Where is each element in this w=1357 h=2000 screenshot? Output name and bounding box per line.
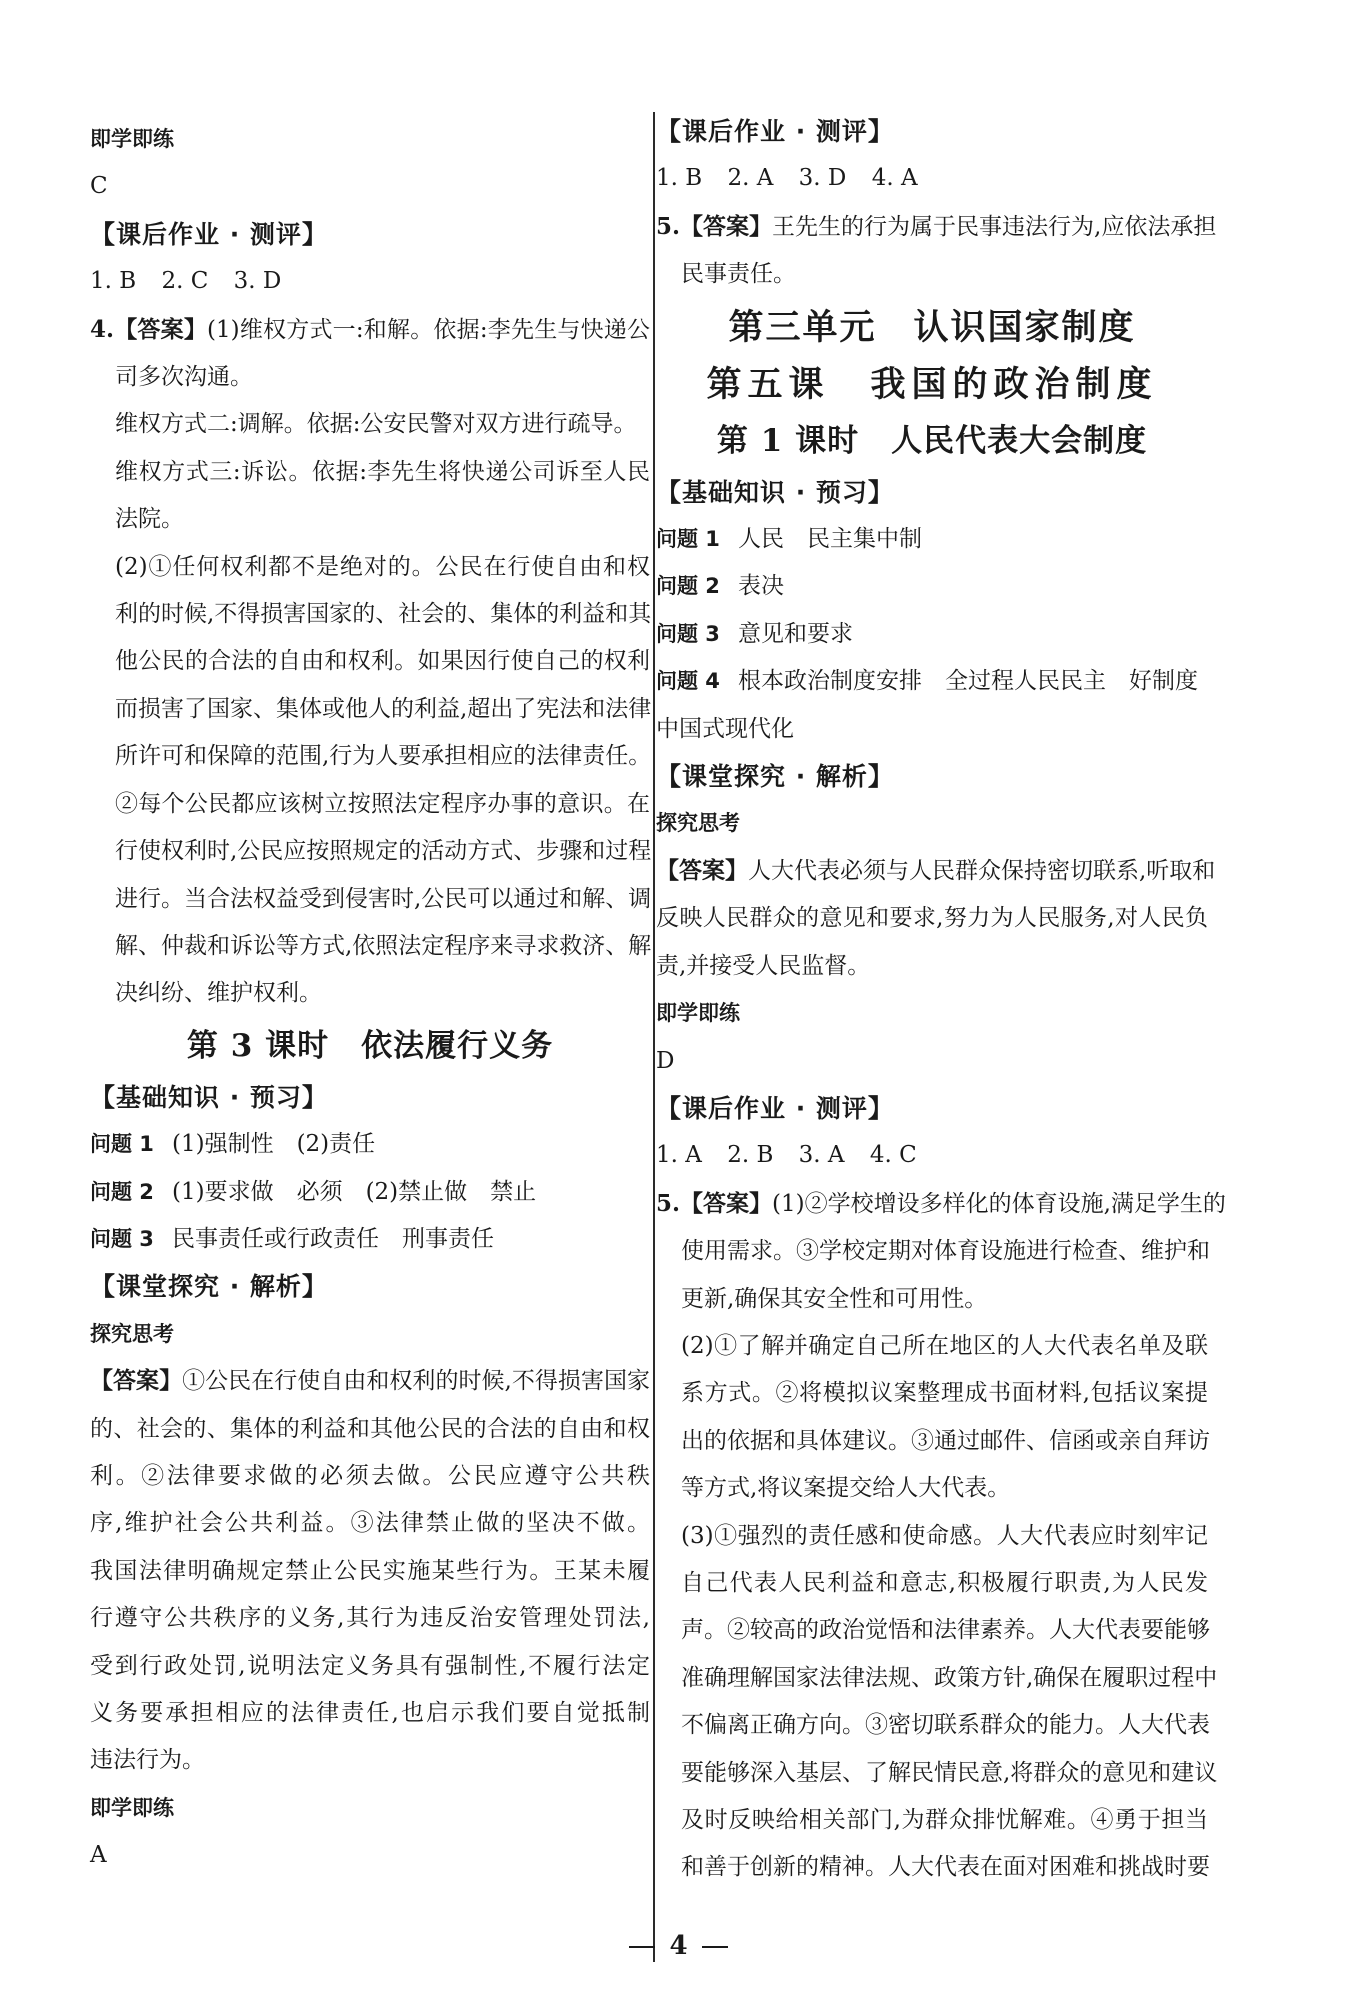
mc-answer: 2. B xyxy=(727,1142,774,1169)
answer-line: 我国法律明确规定禁止公民实施某些行为。王某未履 xyxy=(90,1557,650,1584)
answer-line: 序,维护社会公共利益。③法律禁止做的坚决不做。 xyxy=(90,1510,650,1537)
page-number-dash xyxy=(702,1946,728,1948)
section-heading-basic: 【基础知识 · 预习】 xyxy=(656,477,894,507)
column-divider xyxy=(653,112,655,1962)
question-number: 5. xyxy=(656,212,681,240)
answer: C xyxy=(90,173,108,200)
answer-line: 行使权利时,公民应按照规定的活动方式、步骤和过程 xyxy=(115,838,652,865)
answer-line: 4.【答案】(1)维权方式一:和解。依据:李先生与快递公 xyxy=(90,315,651,343)
mc-answer: 4. C xyxy=(869,1142,917,1169)
mc-answer: 2. A xyxy=(727,165,774,192)
mc-answer: 3. D xyxy=(233,268,282,295)
section-heading-homework: 【课后作业 · 测评】 xyxy=(90,219,328,249)
answer-line: 出的依据和具体建议。③通过邮件、信函或亲自拜访 xyxy=(681,1427,1210,1454)
answer-line: 不偏离正确方向。③密切联系群众的能力。人大代表 xyxy=(681,1712,1210,1739)
answer-line: (3)①强烈的责任感和使命感。人大代表应时刻牢记 xyxy=(681,1522,1208,1549)
answer-line: 义务要承担相应的法律责任,也启示我们要自觉抵制 xyxy=(90,1700,650,1726)
period-title: 第 3 课时 依法履行义务 xyxy=(186,1027,554,1064)
answer-line: 所许可和保障的范围,行为人要承担相应的法律责任。 xyxy=(115,743,652,770)
answer-line: 而损害了国家、集体或他人的利益,超出了宪法和法律 xyxy=(115,695,652,722)
mc-answers xyxy=(656,155,1208,202)
answer-line: 法院。 xyxy=(115,506,184,533)
left-column xyxy=(90,116,650,1880)
answer-line: 他公民的合法的自由和权利。如果因行使自己的权利 xyxy=(115,648,650,675)
answer-line: (2)①了解并确定自己所在地区的人大代表名单及联 xyxy=(681,1332,1208,1359)
mc-answer: 1. B xyxy=(90,268,137,295)
answer-line: 【答案】①公民在行使自由和权利的时候,不得损害国家 xyxy=(90,1368,651,1395)
answer-line: ②每个公民都应该树立按照法定程序办事的意识。在 xyxy=(115,790,650,817)
page-number xyxy=(0,1931,1357,1961)
answer-tag: 【答案】 xyxy=(680,1190,773,1217)
section-heading-homework: 【课后作业 · 测评】 xyxy=(656,1093,894,1123)
answer-line: 维权方式二:调解。依据:公安民警对双方进行疏导。 xyxy=(115,411,637,438)
question-row-continued: 中国式现代化 xyxy=(656,715,794,742)
answer-line: 【答案】人大代表必须与人民群众保持密切联系,听取和 xyxy=(656,857,1216,884)
section-heading-class: 【课堂探究 · 解析】 xyxy=(90,1272,328,1302)
section-heading-basic: 【基础知识 · 预习】 xyxy=(90,1082,328,1112)
answer-line: 维权方式三:诉讼。依据:李先生将快递公司诉至人民 xyxy=(115,458,650,485)
practice-label: 即学即练 xyxy=(656,1001,740,1026)
answer-line: 受到行政处罚,说明法定义务具有强制性,不履行法定 xyxy=(90,1652,650,1679)
mc-answers xyxy=(656,1132,1208,1179)
answer-line: 声。②较高的政治觉悟和法律素养。人大代表要能够 xyxy=(681,1617,1210,1644)
section-heading-homework: 【课后作业 · 测评】 xyxy=(656,117,894,146)
answer-line: 和善于创新的精神。人大代表在面对困难和挑战时要 xyxy=(681,1854,1210,1881)
answer-line: 及时反映给相关部门,为群众排忧解难。④勇于担当 xyxy=(681,1807,1208,1833)
answer-line: 决纠纷、维护权利。 xyxy=(115,980,322,1007)
question-row: 问题 3 民事责任或行政责任 刑事责任 xyxy=(90,1225,494,1252)
answer-line: 5.【答案】王先生的行为属于民事违法行为,应依法承担 xyxy=(656,212,1217,240)
mc-answers xyxy=(90,258,650,305)
right-column xyxy=(656,116,1226,1892)
practice-label: 即学即练 xyxy=(90,1795,174,1820)
page-number-value: 4 xyxy=(669,1931,688,1961)
answer-line: 准确理解国家法律法规、政策方针,确保在履职过程中 xyxy=(681,1664,1218,1691)
question-row: 问题 1 人民 民主集中制 xyxy=(656,526,922,553)
answer-line: 反映人民群众的意见和要求,努力为人民服务,对人民负 xyxy=(656,905,1208,932)
answer-line: 解、仲裁和诉讼等方式,依照法定程序来寻求救济、解 xyxy=(115,932,652,959)
answer: A xyxy=(90,1842,107,1869)
unit-title: 第三单元 认识国家制度 xyxy=(728,307,1136,348)
question-number: 4. xyxy=(90,315,115,343)
mc-answer: 1. B xyxy=(656,165,703,192)
answer-line: 等方式,将议案提交给人大代表。 xyxy=(681,1475,1011,1502)
question-row: 问题 3 意见和要求 xyxy=(656,620,853,647)
answer-tag: 【答案】 xyxy=(114,316,208,343)
explore-label: 探究思考 xyxy=(656,811,740,836)
answer-line: 5.【答案】(1)②学校增设多样化的体育设施,满足学生的 xyxy=(656,1189,1226,1217)
practice-label: 即学即练 xyxy=(90,127,174,151)
mc-answer: 2. C xyxy=(161,268,209,295)
answer-line: 系方式。②将模拟议案整理成书面材料,包括议案提 xyxy=(681,1380,1208,1407)
mc-answer: 3. D xyxy=(798,165,847,192)
page-number-dash xyxy=(629,1946,655,1948)
answer-line: (2)①任何权利都不是绝对的。公民在行使自由和权 xyxy=(115,553,650,580)
mc-answer: 1. A xyxy=(656,1142,702,1169)
answer-line: 进行。当合法权益受到侵害时,公民可以通过和解、调 xyxy=(115,885,652,912)
answer-tag: 【答案】 xyxy=(680,213,773,240)
answer: D xyxy=(656,1047,675,1074)
answer-line: 责,并接受人民监督。 xyxy=(656,952,871,979)
answer-line: 自己代表人民利益和意志,积极履行职责,为人民发 xyxy=(681,1569,1208,1596)
answer-line: 利。②法律要求做的必须去做。公民应遵守公共秩 xyxy=(90,1462,650,1489)
answer-line: 违法行为。 xyxy=(90,1747,205,1774)
answer-line: 行遵守公共秩序的义务,其行为违反治安管理处罚法, xyxy=(90,1605,650,1632)
explore-label: 探究思考 xyxy=(90,1321,174,1346)
question-row: 问题 2 表决 xyxy=(656,573,784,600)
question-row: 问题 2 (1)要求做 必须 (2)禁止做 禁止 xyxy=(90,1178,537,1205)
question-row: 问题 4 根本政治制度安排 全过程人民民主 好制度 xyxy=(656,668,1198,695)
answer-tag: 【答案】 xyxy=(90,1368,183,1395)
answer-line: 要能够深入基层、了解民情民意,将群众的意见和建议 xyxy=(681,1759,1218,1786)
answer-line: 利的时候,不得损害国家的、社会的、集体的利益和其 xyxy=(115,601,652,628)
question-number: 5. xyxy=(656,1189,681,1217)
section-heading-class: 【课堂探究 · 解析】 xyxy=(656,762,894,792)
answer-line: 的、社会的、集体的利益和其他公民的合法的自由和权 xyxy=(90,1415,650,1442)
mc-answer: 3. A xyxy=(798,1142,845,1169)
lesson-title: 第五课 我国的政治制度 xyxy=(706,363,1158,405)
answer-line: 民事责任。 xyxy=(681,261,796,288)
period-title: 第 1 课时 人民代表大会制度 xyxy=(716,422,1148,459)
answer-line: 更新,确保其安全性和可用性。 xyxy=(681,1285,988,1312)
question-row: 问题 1 (1)强制性 (2)责任 xyxy=(90,1131,376,1158)
answer-tag: 【答案】 xyxy=(656,857,748,884)
mc-answer: 4. A xyxy=(871,165,918,192)
answer-line: 使用需求。③学校定期对体育设施进行检查、维护和 xyxy=(681,1238,1210,1265)
answer-line: 司多次沟通。 xyxy=(115,364,253,391)
